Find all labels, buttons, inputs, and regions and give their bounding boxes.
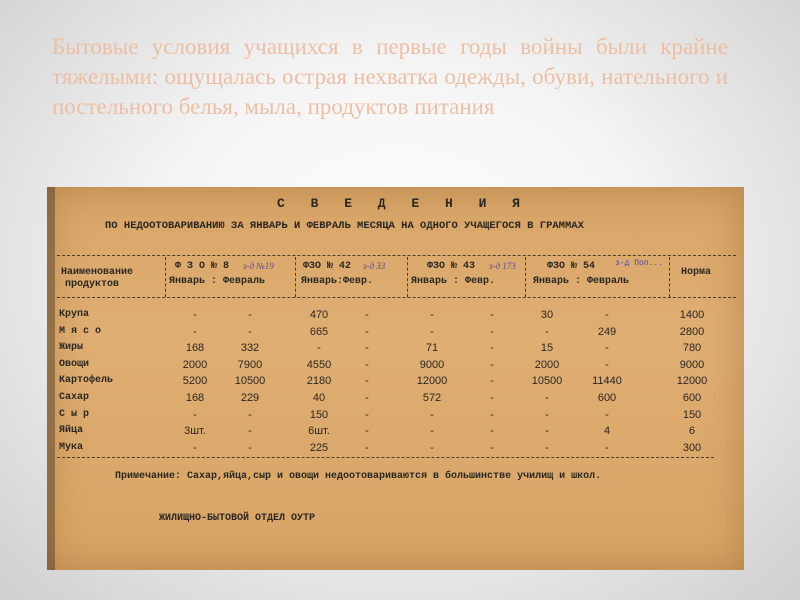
table-cell: -	[365, 375, 369, 388]
table-cell: -	[545, 425, 549, 438]
document-title: С В Е Д Е Н И Я	[277, 196, 530, 211]
handwritten-note-fzo42: з-д 33	[363, 261, 386, 271]
table-cell: -	[490, 309, 494, 321]
table-cell: 2180	[306, 375, 332, 388]
table-cell: 6шт.	[308, 425, 330, 438]
row-label: С ы р	[59, 408, 90, 420]
table-cell: 10500	[531, 375, 563, 388]
handwritten-note-fzo43: з-д 173	[489, 261, 516, 271]
row-label: Картофель	[59, 375, 114, 387]
header-months-fzo8: Январь : Февраль	[169, 276, 266, 287]
table-cell: 600	[597, 392, 617, 404]
document-department: ЖИЛИЩНО-БЫТОВОЙ ОТДЕЛ ОУТР	[159, 513, 316, 524]
table-cell: -	[605, 358, 609, 371]
row-label: Овощи	[59, 358, 90, 370]
slide-heading-text: Бытовые условия учащихся в первые годы войны были крайне тяжелыми: ощущалась острая нехватка одежды, обуви, нательного и постельного белья, мыла, продуктов питания	[52, 34, 728, 119]
row-label: Жиры	[59, 342, 84, 354]
handwritten-note-fzo8: з-д №19	[243, 261, 274, 271]
table-cell: -	[365, 392, 369, 404]
document-subtitle: ПО НЕДООТОВАРИВАНИЮ ЗА ЯНВАРЬ И ФЕВРАЛЬ МЕСЯЦА НА ОДНОГО УЧАЩЕГОСЯ В ГРАММАХ	[105, 220, 584, 232]
table-cell: -	[193, 408, 197, 421]
table-header-rule	[57, 297, 736, 298]
norm-cell: 6	[688, 425, 696, 438]
table-cell: -	[430, 441, 434, 454]
table-cell: 3шт.	[184, 425, 206, 438]
table-cell: -	[248, 408, 252, 421]
table-cell: 11440	[592, 375, 622, 388]
column-divider	[669, 257, 670, 297]
table-cell: -	[545, 325, 549, 338]
table-cell: -	[430, 408, 434, 421]
table-cell: -	[490, 392, 494, 404]
table-cell: -	[490, 342, 494, 355]
table-cell: -	[490, 358, 494, 371]
table-cell: 40	[312, 392, 326, 404]
table-cell: -	[490, 325, 494, 338]
header-months-fzo54: Январь : Февраль	[533, 276, 630, 287]
table-cell: -	[545, 392, 549, 404]
row-label: Крупа	[59, 309, 90, 320]
table-cell: -	[430, 325, 434, 338]
table-top-rule	[57, 255, 736, 256]
column-divider	[165, 257, 166, 297]
norm-cell: 300	[682, 441, 702, 454]
table-cell: 470	[309, 309, 329, 321]
table-cell: -	[248, 309, 252, 321]
table-cell: -	[317, 342, 321, 355]
header-norm: Норма	[681, 267, 712, 278]
table-cell: -	[248, 425, 252, 438]
table-cell: -	[430, 309, 434, 321]
table-cell: -	[365, 358, 369, 371]
table-cell: 9000	[419, 358, 445, 371]
table-cell: 249	[597, 325, 617, 338]
table-cell: 5200	[182, 375, 208, 388]
header-group-fzo42: ФЗО № 42	[303, 261, 352, 272]
table-cell: 15	[540, 342, 554, 355]
header-group-fzo8: Ф З О № 8	[175, 261, 230, 272]
table-cell: 2000	[182, 358, 208, 371]
header-months-fzo42: Январь:Февр.	[301, 276, 374, 287]
table-cell: -	[490, 441, 494, 454]
norm-cell: 12000	[676, 375, 708, 388]
table-cell: -	[365, 425, 369, 438]
table-cell: 168	[185, 392, 205, 404]
table-cell: -	[365, 441, 369, 454]
table-cell: -	[430, 425, 434, 438]
table-cell: 71	[425, 342, 439, 355]
row-label: Сахар	[59, 392, 90, 403]
table-cell: -	[193, 441, 197, 454]
table-cell: -	[365, 408, 369, 421]
column-divider	[407, 257, 408, 297]
table-cell: 572	[422, 392, 442, 404]
norm-cell: 780	[682, 342, 702, 355]
table-cell: 12000	[416, 375, 448, 388]
table-cell: -	[193, 325, 197, 338]
table-cell: 150	[309, 408, 329, 421]
table-cell: -	[490, 408, 494, 421]
row-label: Яйца	[59, 425, 84, 437]
column-divider	[525, 257, 526, 297]
table-cell: -	[490, 375, 494, 388]
table-cell: -	[365, 325, 369, 338]
table-cell: 2000	[534, 358, 560, 371]
row-label: Мука	[59, 441, 84, 453]
table-cell: -	[365, 342, 369, 355]
archival-document-image	[47, 187, 744, 570]
table-cell: -	[545, 441, 549, 454]
norm-cell: 150	[682, 408, 702, 421]
table-cell: 30	[540, 309, 554, 321]
header-months-fzo43: Январь : Февр.	[411, 276, 496, 287]
table-cell: -	[605, 309, 609, 321]
row-label: М я с о	[59, 325, 102, 337]
table-cell: 4550	[306, 358, 332, 371]
table-cell: 665	[309, 325, 329, 338]
norm-cell: 600	[682, 392, 702, 404]
table-cell: 10500	[234, 375, 266, 388]
table-cell: 225	[309, 441, 329, 454]
table-cell: 7900	[237, 358, 263, 371]
table-cell: -	[248, 441, 252, 454]
norm-cell: 9000	[679, 358, 705, 371]
column-divider	[295, 257, 296, 297]
header-products-line2: продуктов	[65, 279, 120, 290]
norm-cell: 1400	[679, 309, 705, 321]
table-cell: -	[248, 325, 252, 338]
norm-cell: 2800	[679, 325, 705, 338]
table-cell: -	[365, 309, 369, 321]
table-cell: -	[605, 342, 609, 355]
table-cell: 229	[240, 392, 260, 404]
header-products-line1: Наименование	[61, 267, 134, 278]
header-group-fzo54: ФЗО № 54	[547, 261, 596, 272]
table-cell: -	[605, 408, 609, 421]
header-group-fzo43: ФЗО № 43	[427, 261, 476, 272]
table-cell: -	[490, 425, 494, 438]
table-cell: 168	[185, 342, 205, 355]
table-cell: -	[605, 441, 609, 454]
table-cell: 4	[603, 425, 611, 438]
table-cell: 332	[240, 342, 260, 355]
stamp-mark: з-д Поп...	[615, 259, 664, 268]
table-bottom-rule	[57, 457, 714, 458]
table-cell: -	[545, 408, 549, 421]
document-note: Примечание: Сахар,яйца,сыр и овощи недоотовариваются в большинстве училищ и школ.	[115, 471, 602, 482]
table-cell: -	[193, 309, 197, 321]
